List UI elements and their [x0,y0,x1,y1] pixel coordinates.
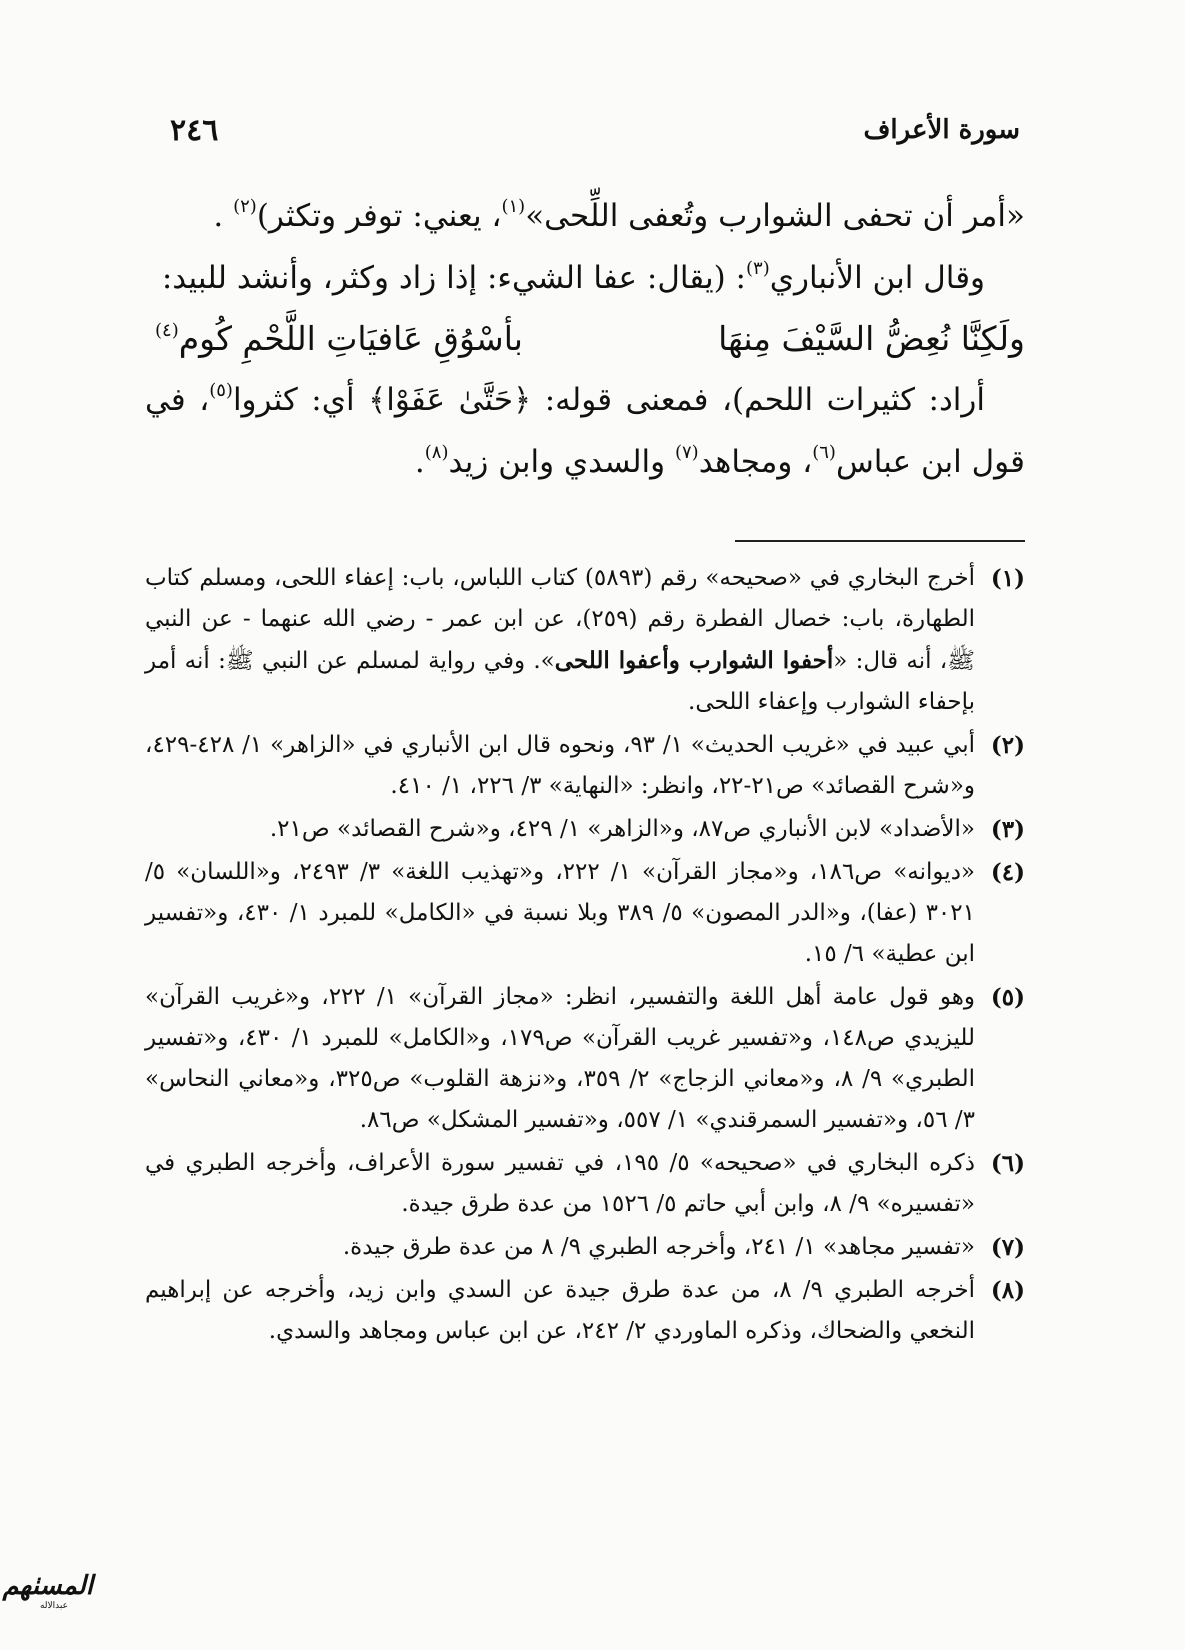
footnote [145,977,1025,1141]
footnote-ref: (٦) [812,442,836,463]
footnote [145,1270,1025,1352]
footnote-ref: (٢) [233,196,257,217]
footnote-text: وهو قول عامة أهل اللغة والتفسير، انظر: «مجاز القرآن» ١/ ٢٢٢، و«غريب القرآن» لليزيدي ص١٤٨، و«تفسير غريب القرآن» ص١٧٩، و«الكامل» للمبرد ١/ ٤٣٠، و«تفسير الطبري» ٩/ ٨، و«معاني الزجاج» ٢/ ٣٥٩، و«نزهة القلوب» ص٣٢٥، و«معاني النحاس» ٣/ ٥٦، و«تفسير السمرقندي» ١/ ٥٥٧، و«تفسير المشكل» ص٨٦. [145,984,976,1133]
footnote-number: (٤) [990,859,1025,886]
footnote-ref: (٥) [209,380,233,401]
footnote-text: «تفسير مجاهد» ١/ ٢٤١، وأخرجه الطبري ٩/ ٨ من عدة طرق جيدة. [342,1234,975,1260]
footnote-ref: (٤) [155,320,179,341]
stamp-caption: عبدالاله [39,1601,68,1611]
footnote-number: (٦) [990,1150,1025,1177]
footnote-number: (٢) [990,732,1025,759]
paragraph-1: «أمر أن تحفى الشوارب وتُعفى اللِّحى»$^{(١)}$، يعني: توفر وتكثر)$^{(٢)}$ . [213,196,1025,234]
chapter-title: سورة الأعراف [863,115,1020,145]
footnote-text: أخرجه الطبري ٩/ ٨، من عدة طرق جيدة عن السدي وابن زيد، وأخرجه عن إبراهيم النخعي والضحاك، وذكره الماوردي ٢/ ٢٤٢، عن ابن عباس ومجاهد والسدي. [145,1277,976,1344]
footnote [145,558,1025,723]
footnote-text: ذكره البخاري في «صحيحه» ٥/ ١٩٥، في تفسير سورة الأعراف، وأخرجه الطبري في «تفسيره» ٩/ ٨، وابن أبي حاتم ٥/ ١٥٢٦ من عدة طرق جيدة. [145,1150,975,1217]
footnote [145,809,1025,850]
footnote-number: (٣) [990,816,1025,843]
verse-second-hemistich: بأسْوُقِ عَافيَاتِ اللَّحْمِ كُوم$^{(٤)}$ [155,319,523,358]
footnote-divider [735,540,1025,542]
footnote-number: (٨) [990,1277,1025,1304]
page-header [170,105,1020,155]
footnote-number: (٧) [990,1234,1025,1261]
footnote-text: أبي عبيد في «غريب الحديث» ١/ ٩٣، ونحوه قال ابن الأنباري في «الزاهر» ١/ ٤٢٨-٤٢٩، و«شرح القصائد» ص٢١-٢٢، وانظر: «النهاية» ٣/ ٢٢٦، ١/ ٤١٠. [145,732,976,799]
page-number: ٢٤٦ [170,112,219,148]
footnote-number: (١) [990,565,1025,592]
footnote-text: «الأضداد» لابن الأنباري ص٨٧، و«الزاهر» ١/ ٤٢٩، و«شرح القصائد» ص٢١. [269,816,975,842]
paragraph-3: أراد: كثيرات اللحم)، فمعنى قوله: ﴿حَتَّىٰ عَفَوْا﴾ أي: كثروا$^{(٥)}$، في قول ابن عباس$^{(٦)}$، ومجاهد$^{(٧)}$ والسدي وابن زيد$^{(٨)}$. [145,380,1025,480]
footnote [145,725,1025,807]
footnote-text: أخرج البخاري في «صحيحه» رقم (٥٨٩٣) كتاب اللباس، باب: إعفاء اللحى، ومسلم كتاب الطهارة، باب: خصال الفطرة رقم (٢٥٩)، عن ابن عمر - رضي الله عنهما - عن النبي ﷺ، أنه قال: «أحفوا الشوارب وأعفوا اللحى». وفي رواية لمسلم عن النبي ﷺ: أنه أمر بإحفاء الشوارب وإعفاء اللحى. [145,565,976,715]
footnote [145,1227,1025,1268]
footnote-number: (٥) [990,984,1025,1011]
footnotes [145,558,1025,1354]
poetry-verse [145,309,1025,369]
main-text [145,185,1025,493]
footnote [145,852,1025,975]
footnote-ref: (٧) [674,442,699,463]
footnote [145,1143,1025,1225]
stamp-logo: المسٺهم [2,1571,93,1601]
watermark-stamp [2,1571,93,1618]
footnote-ref: (١) [501,196,526,217]
paragraph-2: وقال ابن الأنباري$^{(٣)}$: (يقال: عفا الشيء: إذا زاد وكثر، وأنشد للبيد: [161,258,985,296]
hadith-quote: أحفوا الشوارب وأعفوا اللحى [554,647,834,674]
verse-first-hemistich: ولَكِنَّا نُعِضُّ السَّيْفَ مِنهَا [718,319,1025,358]
footnote-text: «ديوانه» ص١٨٦، و«مجاز القرآن» ١/ ٢٢٢، و«تهذيب اللغة» ٣/ ٢٤٩٣، و«اللسان» ٥/ ٣٠٢١ (عفا)، و«الدر المصون» ٥/ ٣٨٩ وبلا نسبة في «الكامل» للمبرد ١/ ٤٣٠، و«تفسير ابن عطية» ٦/ ١٥. [145,859,976,967]
footnote-ref: (٨) [424,442,449,463]
footnote-ref: (٣) [746,258,770,279]
